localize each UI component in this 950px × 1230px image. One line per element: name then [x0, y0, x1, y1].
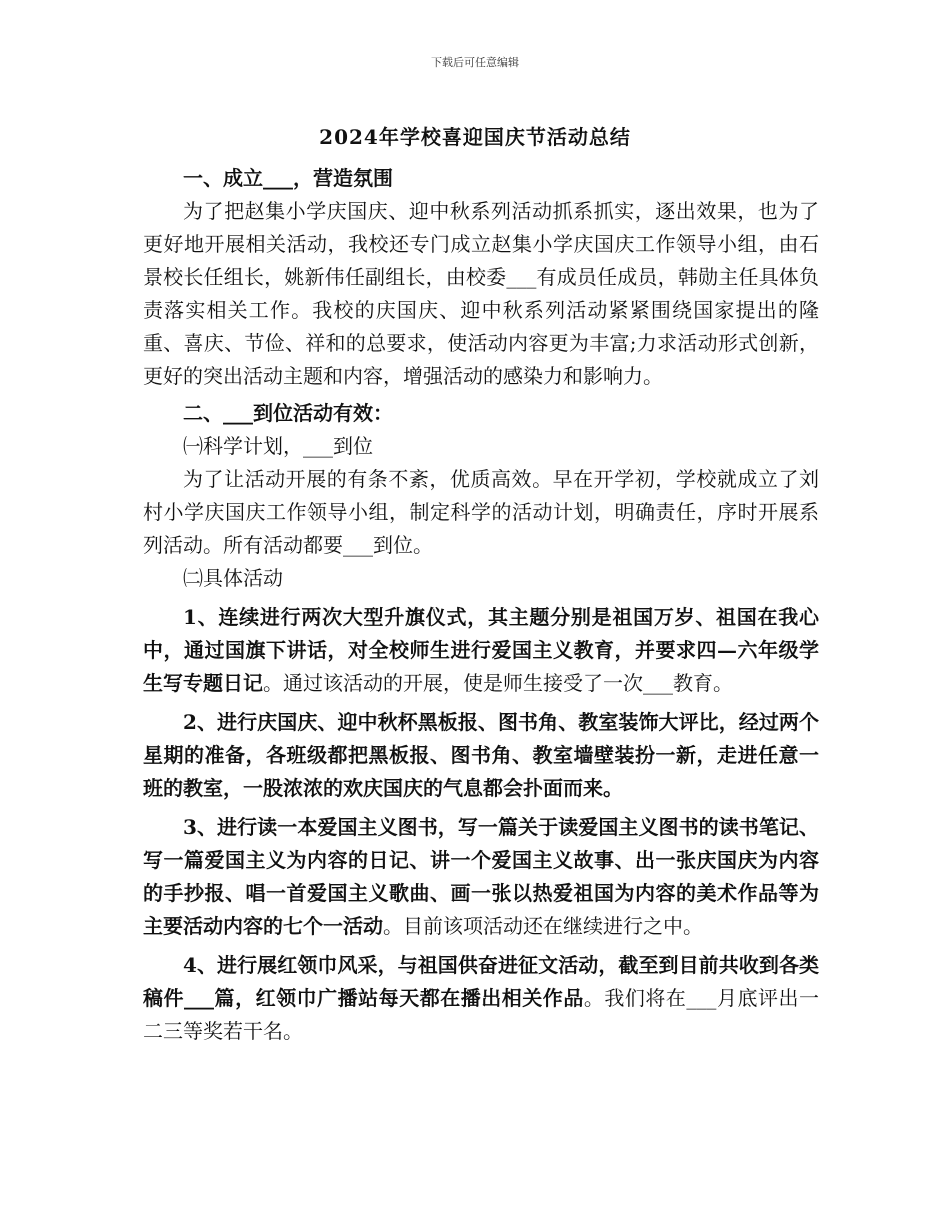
activity-item-1: [143, 601, 819, 700]
activity-item-4-rest: 。我们将在___月底评出一二三等奖若干名。: [143, 986, 820, 1043]
activity-item-2-bold: 2、进行庆国庆、迎中秋杯黑板报、图书角、教室装饰大评比，经过两个星期的准备，各班级都把黑板报、图书角、教室墙壁装扮一新，走进任意一班的教室，一股浓浓的欢庆国庆的气息都会扑面而来。: [143, 710, 819, 800]
activity-item-4: [143, 949, 819, 1048]
activity-item-4-bold: 4、进行展红领巾风采，与祖国供奋进征文活动，截至到目前共收到各类稿件___篇，红领巾广播站每天都在播出相关作品: [143, 953, 819, 1010]
activity-item-3-rest: 。目前该项活动还在继续进行之中。: [383, 914, 703, 938]
page-title: 2024年学校喜迎国庆节活动总结: [319, 125, 631, 149]
header-note: 下载后可任意编辑: [431, 56, 519, 69]
activity-item-1-bold: 1、连续进行两次大型升旗仪式，其主题分别是祖国万岁、祖国在我心中，通过国旗下讲话，对全校师生进行爱国主义教育，并要求四—六年级学生写专题日记: [143, 605, 819, 695]
subheading-2: ㈡具体活动: [183, 566, 283, 590]
activity-item-3-bold: 3、进行读一本爱国主义图书，写一篇关于读爱国主义图书的读书笔记、写一篇爱国主义为内容的日记、讲一个爱国主义故事、出一张庆国庆为内容的手抄报、唱一首爱国主义歌曲、画一张以热爱祖国为内容的美术作品等为主要活动内容的七个一活动: [143, 815, 819, 938]
activity-item-2: [143, 706, 819, 805]
section-heading-1: 一、成立___，营造氛围: [183, 166, 393, 190]
paragraph-1: 为了把赵集小学庆国庆、迎中秋系列活动抓系抓实，逐出效果，也为了更好地开展相关活动，我校还专门成立赵集小学庆国庆工作领导小组，由石景校长任组长，姚新伟任副组长，由校委___有成员任成员，韩勋主任具体负责落实相关工作。我校的庆国庆、迎中秋系列活动紧紧围绕国家提出的隆重、喜庆、节俭、祥和的总要求，使活动内容更为丰富;力求活动形式创新，更好的突出活动主题和内容，增强活动的感染力和影响力。: [143, 199, 819, 388]
document-body: [143, 162, 819, 1048]
paragraph-2: 为了让活动开展的有条不紊，优质高效。早在开学初，学校就成立了刘村小学庆国庆工作领导小组，制定科学的活动计划，明确责任，序时开展系列活动。所有活动都要___到位。: [143, 467, 819, 557]
section-heading-2: 二、___到位活动有效：: [183, 401, 393, 425]
activity-item-1-rest: 。通过该活动的开展，使是师生接受了一次___教育。: [263, 671, 733, 695]
activity-item-3: [143, 811, 819, 943]
subheading-1: ㈠科学计划，___到位: [183, 434, 373, 458]
